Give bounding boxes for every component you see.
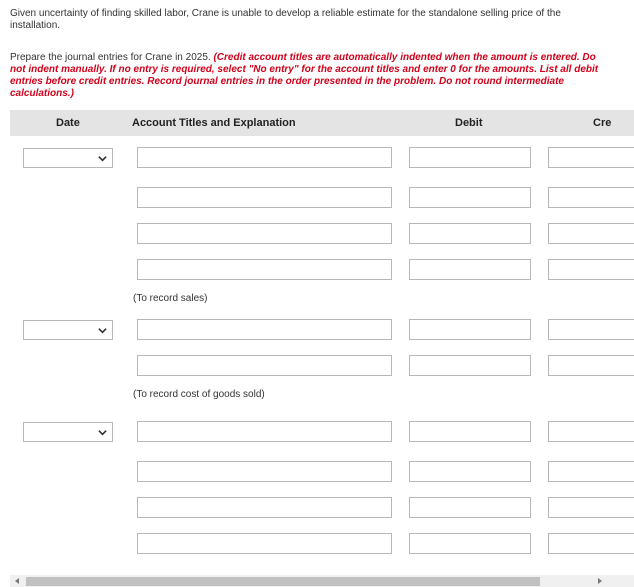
entry-3-debit-input-4[interactable]: [409, 533, 531, 554]
journal-table-header: [10, 110, 634, 136]
instructions: [10, 52, 610, 100]
entry-1-credit-input-4[interactable]: [548, 259, 634, 280]
entry-3-account-input-1[interactable]: [137, 421, 392, 442]
entry-1-debit-input-1[interactable]: [409, 147, 531, 168]
entry-3-debit-input-2[interactable]: [409, 461, 531, 482]
entry-3-account-input-3[interactable]: [137, 497, 392, 518]
entry-2-credit-input-2[interactable]: [548, 355, 634, 376]
entry-3-credit-input-1[interactable]: [548, 421, 634, 442]
entry-1-account-input-1[interactable]: [137, 147, 392, 168]
header-debit: Debit: [455, 117, 483, 129]
entry-3-account-input-2[interactable]: [137, 461, 392, 482]
header-account-titles: Account Titles and Explanation: [132, 117, 296, 129]
entry-3-debit-input-1[interactable]: [409, 421, 531, 442]
entry-1-debit-input-2[interactable]: [409, 187, 531, 208]
instructions-lead: Prepare the journal entries for Crane in 2025.: [10, 52, 211, 63]
problem-intro-text: Given uncertainty of finding skilled labor, Crane is unable to develop a reliable estimate for the standalone selling price of the installation.: [10, 8, 561, 31]
entry-2-credit-input-1[interactable]: [548, 319, 634, 340]
chevron-down-icon: [98, 326, 107, 335]
entry-2-date-select[interactable]: [23, 320, 113, 340]
entry-1-credit-input-1[interactable]: [548, 147, 634, 168]
entry-3-credit-input-3[interactable]: [548, 497, 634, 518]
header-date: Date: [56, 117, 80, 129]
chevron-down-icon: [98, 428, 107, 437]
entry-1-explanation: (To record sales): [133, 293, 208, 304]
entry-1-debit-input-3[interactable]: [409, 223, 531, 244]
entry-2-account-input-2[interactable]: [137, 355, 392, 376]
entry-1-credit-input-3[interactable]: [548, 223, 634, 244]
entry-2-explanation: (To record cost of goods sold): [133, 389, 265, 400]
entry-2-account-input-1[interactable]: [137, 319, 392, 340]
entry-1-date-select[interactable]: [23, 148, 113, 168]
header-credit: Cre: [593, 117, 612, 129]
chevron-down-icon: [98, 154, 107, 163]
entry-1-account-input-4[interactable]: [137, 259, 392, 280]
entry-3-credit-input-4[interactable]: [548, 533, 634, 554]
entry-1-debit-input-4[interactable]: [409, 259, 531, 280]
scrollbar-thumb[interactable]: [26, 577, 540, 586]
instructions-warning: (Credit account titles are automatically indented when the amount is entered. Do not indent manually. If no entry is required, select "No entry" for the account titles and enter 0 for the amounts. List all debit entries before credit entries. Record journal entries in the order presented in the problem. Do not round intermediate calculations.): [10, 52, 599, 99]
entry-1-account-input-2[interactable]: [137, 187, 392, 208]
entry-3-credit-input-2[interactable]: [548, 461, 634, 482]
entry-2-debit-input-1[interactable]: [409, 319, 531, 340]
entry-2-debit-input-2[interactable]: [409, 355, 531, 376]
entry-3-date-select[interactable]: [23, 422, 113, 442]
entry-1-credit-input-2[interactable]: [548, 187, 634, 208]
horizontal-scrollbar[interactable]: [10, 575, 634, 587]
entry-1-account-input-3[interactable]: [137, 223, 392, 244]
arrow-left-icon[interactable]: [13, 577, 21, 585]
arrow-right-icon[interactable]: [596, 577, 604, 585]
entry-3-debit-input-3[interactable]: [409, 497, 531, 518]
entry-3-account-input-4[interactable]: [137, 533, 392, 554]
